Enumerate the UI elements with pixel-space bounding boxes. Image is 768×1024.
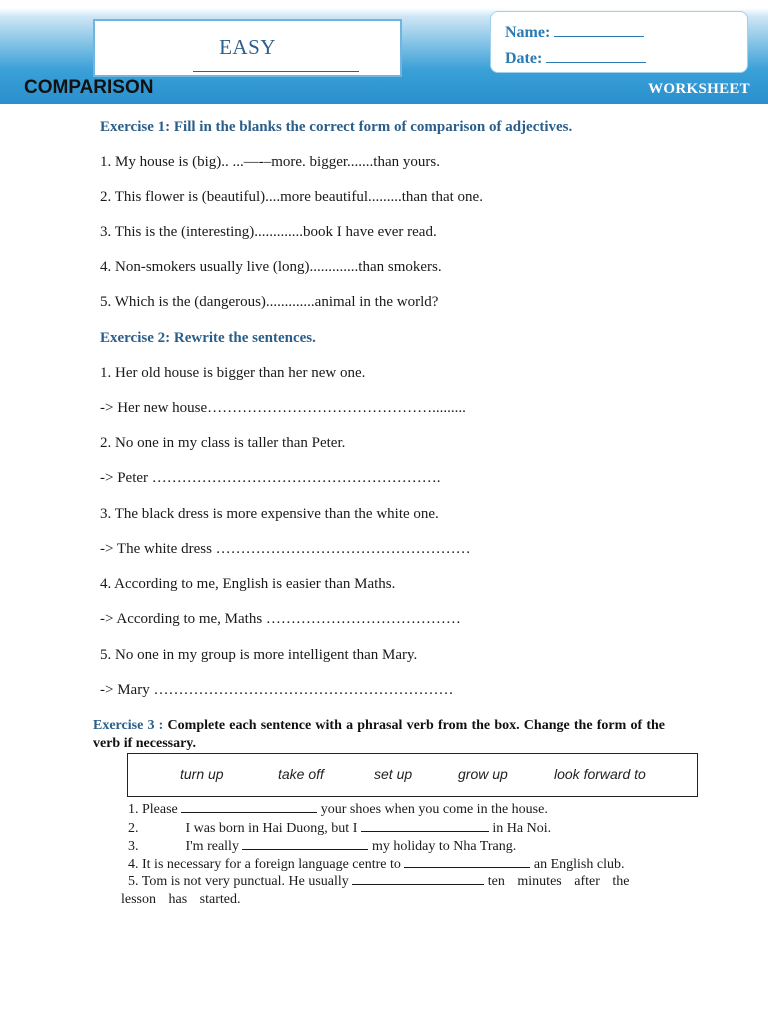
name-date-box xyxy=(490,11,748,73)
exercise2-answer[interactable]: -> Mary …………………………………………………… xyxy=(100,682,454,698)
q3-blank[interactable] xyxy=(242,837,368,850)
q2-number: 2. xyxy=(128,821,139,836)
q5-text-end: ten minutes after the lesson has started. xyxy=(121,874,630,907)
level-underline xyxy=(193,71,359,72)
q4-blank[interactable] xyxy=(404,855,530,868)
exercise1-item: 1. My house is (big).. ...—-–more. bigger.......than yours. xyxy=(100,154,440,170)
level-label: EASY xyxy=(219,35,276,59)
phrasal-verb-box xyxy=(127,753,698,797)
q3-text-end: my holiday to Nha Trang. xyxy=(371,839,517,854)
exercise1-heading: Exercise 1: Fill in the blanks the correct form of comparison of adjectives. xyxy=(100,119,573,135)
q2-text-end: in Ha Noi. xyxy=(492,821,552,836)
exercise3-heading xyxy=(93,717,665,753)
exercise1-item: 2. This flower is (beautiful)....more beautiful.........than that one. xyxy=(100,189,483,205)
q1-text-end: your shoes when you come in the house. xyxy=(320,802,548,817)
exercise2-answer[interactable]: -> Peter …………………………………………………. xyxy=(100,470,441,486)
date-label: Date: xyxy=(505,50,543,67)
word-option: look forward to xyxy=(554,766,646,782)
exercise2-item: 3. The black dress is more expensive than the white one. xyxy=(100,506,439,522)
exercise2-item: 2. No one in my class is taller than Peter. xyxy=(100,435,346,451)
exercise2-item: 1. Her old house is bigger than her new one. xyxy=(100,365,366,381)
q5-text: 5. Tom is not very punctual. He usually xyxy=(128,874,349,889)
q2-blank[interactable] xyxy=(361,819,489,832)
date-row xyxy=(505,48,646,68)
exercise2-heading: Exercise 2: Rewrite the sentences. xyxy=(100,330,316,346)
exercise3-q1 xyxy=(128,800,548,818)
q3-number: 3. xyxy=(128,839,139,854)
level-box xyxy=(93,19,402,77)
exercise3-q4 xyxy=(128,855,625,873)
word-option: grow up xyxy=(458,766,508,782)
q1-text: 1. Please xyxy=(128,802,178,817)
q1-blank[interactable] xyxy=(181,800,317,813)
q5-blank[interactable] xyxy=(352,872,484,885)
q4-text: 4. It is necessary for a foreign language centre to xyxy=(128,857,401,872)
exercise2-answer[interactable]: -> According to me, Maths ………………………………… xyxy=(100,611,461,627)
page-title: COMPARISON xyxy=(24,77,154,98)
exercise3-q3 xyxy=(128,837,516,855)
word-option: take off xyxy=(278,766,324,782)
exercise2-item: 4. According to me, English is easier than Maths. xyxy=(100,576,396,592)
q4-text-end: an English club. xyxy=(533,857,625,872)
name-label: Name: xyxy=(505,24,551,41)
exercise2-answer[interactable]: -> The white dress …………………………………………… xyxy=(100,541,471,557)
word-option: set up xyxy=(374,766,413,782)
exercise3-instruction: Complete each sentence with a phrasal verb from the box. Change the form of the verb if necessary. xyxy=(93,718,666,751)
date-field[interactable] xyxy=(546,48,646,63)
exercise3-q5 xyxy=(121,872,666,909)
exercise1-item: 4. Non-smokers usually live (long).............than smokers. xyxy=(100,259,442,275)
name-row xyxy=(505,22,644,42)
exercise3-q2 xyxy=(128,819,551,837)
word-option: turn up xyxy=(180,766,224,782)
name-field[interactable] xyxy=(554,22,644,37)
q3-text: I'm really xyxy=(185,839,239,854)
q2-text: I was born in Hai Duong, but I xyxy=(185,821,358,836)
exercise2-answer[interactable]: -> Her new house………………………………………......... xyxy=(100,400,466,416)
page-subtitle: WORKSHEET xyxy=(648,81,750,97)
exercise1-item: 3. This is the (interesting).............book I have ever read. xyxy=(100,224,437,240)
exercise2-item: 5. No one in my group is more intelligent than Mary. xyxy=(100,647,418,663)
exercise3-label: Exercise 3 : xyxy=(93,718,164,733)
exercise1-item: 5. Which is the (dangerous).............animal in the world? xyxy=(100,294,439,310)
